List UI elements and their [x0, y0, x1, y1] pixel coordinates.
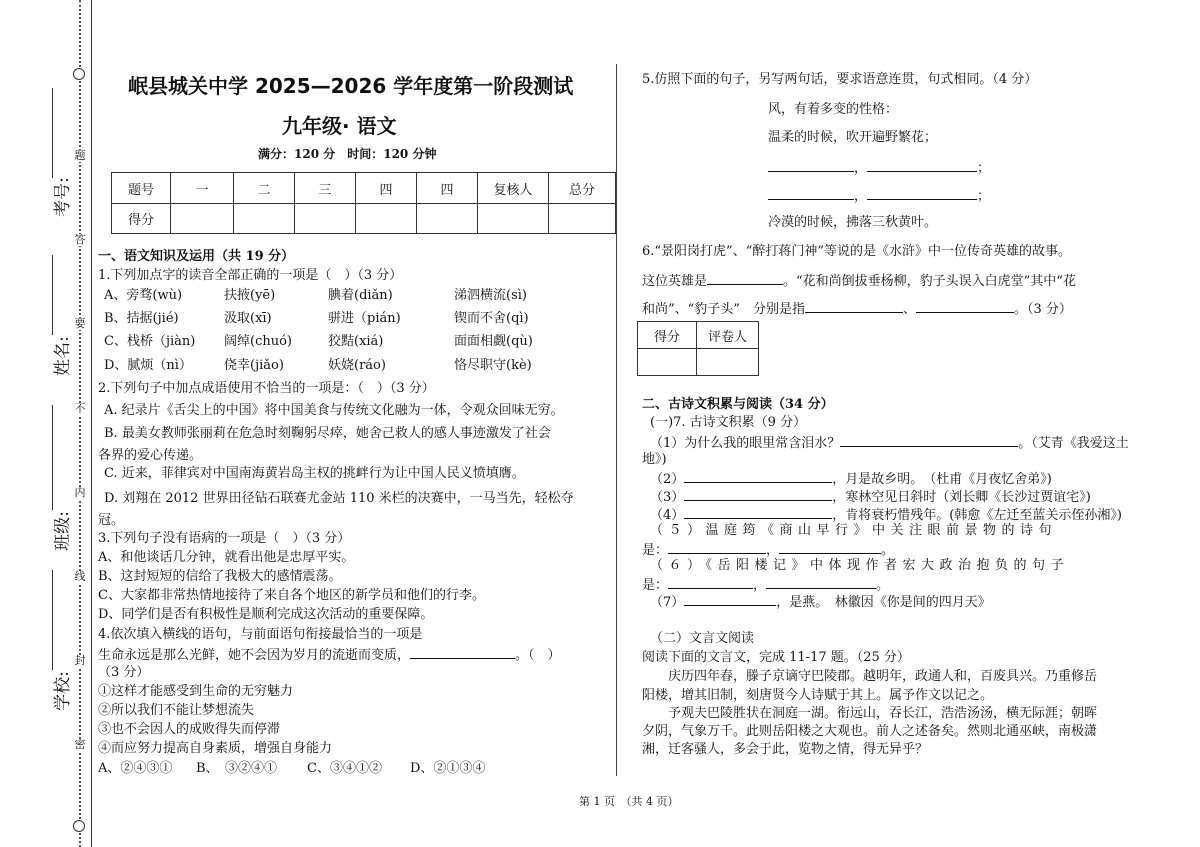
q1-c3: 狡黠(xiá)	[328, 334, 384, 349]
q2-line-d: D. 刘翔在 2012 世界田径钻石联赛尤金站 110 米栏的决赛中，一马当先，轻松夺	[104, 491, 574, 506]
seal-char-da: 答	[74, 233, 86, 246]
q1-a2: 扶掖(yē)	[224, 288, 276, 303]
grader-name-cell[interactable]	[697, 349, 759, 376]
classical-text-line: 湘，迁客骚人，多会于此，览物之情，得无异乎？	[642, 742, 929, 757]
q6-line3-head: 和尚”、“豹子头” 分别是指	[642, 302, 805, 317]
q2-line-b2: 各界的爱心传递。	[98, 448, 203, 463]
score-header: 二	[234, 173, 295, 204]
score-cell[interactable]	[549, 204, 616, 234]
q4-item-4: ④而应努力提高自身素质，增强自身能力	[98, 741, 333, 756]
section2-heading: 二、古诗文积累与阅读（34 分）	[642, 397, 834, 412]
q2-line-d2: 冠。	[98, 513, 125, 528]
poem-7-blank[interactable]	[684, 592, 776, 606]
classical-text-line: 阳楼，增其旧制，刻唐贤今人诗赋于其上。属予作文以记之。	[642, 688, 994, 703]
score-header: 一	[171, 173, 234, 204]
poem-3-blank[interactable]	[684, 487, 832, 501]
q4-stem: 4.依次填入横线的语句，与前面语句衔接最恰当的一项是	[98, 627, 423, 642]
poem-3	[650, 487, 1091, 507]
banji-blank-line	[52, 405, 53, 510]
q5-semicolon: ；	[977, 189, 991, 204]
q5-blank[interactable]	[768, 158, 854, 172]
q5-comma: ，	[854, 161, 868, 176]
poem-1-tail: 。（艾青《我爱这土	[1018, 436, 1129, 451]
grader-score-cell[interactable]	[638, 349, 697, 376]
q1-a4: 涕泗横流(sì)	[454, 288, 527, 303]
q4-sentence-line	[98, 645, 561, 665]
q1-a1: A、旁骛(wù)	[104, 288, 183, 303]
poem-6-blank[interactable]	[766, 575, 876, 589]
q5-line1: 风，有着多变的性格：	[768, 102, 899, 117]
q5-comma: ，	[854, 189, 868, 204]
q4-sentence: 生命永远是那么光鲜，她不会因为岁月的流逝而变质，	[98, 648, 411, 663]
q4-item-3: ③也不会因人的成败得失而停滞	[98, 722, 281, 737]
poem-4-tail: ，肯将衰朽惜残年。(韩愈《左迁至蓝关示侄孙湘》)	[832, 508, 1122, 523]
q1-d2: 侥幸(jiǎo)	[224, 358, 284, 373]
poem-5-answer: 是： ， 。	[642, 540, 894, 560]
q6-line2-tail: 。“花和尚倒拔垂杨柳，豹子头误入白虎堂”其中“花	[783, 274, 1076, 289]
exam-subtitle: 九年级· 语文	[282, 114, 397, 138]
poem-7	[650, 592, 991, 612]
exam-title: 岷县城关中学 2025—2026 学年度第一阶段测试	[128, 74, 574, 98]
q2-line-a: A. 纪录片《舌尖上的中国》将中国美食与传统文化融为一体，令观众回味无穷。	[104, 403, 564, 418]
q2-line-c: C. 近来，菲律宾对中国南海黄岩岛主权的挑衅行为让中国人民义愤填膺。	[104, 466, 525, 481]
poem-2-tail: ，月是故乡明。 （杜甫《月夜忆舍弟》)	[832, 472, 1052, 487]
score-cell[interactable]	[234, 204, 295, 234]
binding-hole-top	[73, 68, 85, 80]
q6-line3	[642, 299, 1072, 319]
q5-blank-row1	[768, 158, 990, 178]
poem-2	[650, 469, 1052, 489]
q2-line-b: B. 最美女教师张丽莉在危急时刻鞠躬尽瘁，她舍己救人的感人事迹激发了社会	[104, 426, 551, 441]
q5-blank[interactable]	[867, 158, 977, 172]
poem-1-blank[interactable]	[840, 433, 1018, 447]
q3-line-a: A、和他谈话几分钟，就看出他是忠厚平实。	[98, 550, 355, 565]
q1-stem: 1.下列加点字的读音全部正确的一项是（ ）（3 分）	[98, 268, 403, 283]
q6-hero-label: 这位英雄是	[642, 274, 708, 289]
q1-b1: B、拮据(jié)	[104, 311, 179, 326]
score-row-label: 得分	[112, 204, 171, 234]
q4-answer-blank[interactable]	[410, 645, 515, 659]
q1-c2: 阔绰(chuó)	[224, 334, 292, 349]
section2-sub2: （二）文言文阅读	[650, 631, 755, 646]
section2-sub2-intro: 阅读下面的文言文，完成 11-17 题。（25 分）	[642, 650, 910, 665]
binding-border	[91, 0, 92, 847]
column-divider	[616, 64, 617, 776]
score-cell[interactable]	[171, 204, 234, 234]
poem-3-num: （3）	[650, 490, 685, 505]
score-cell[interactable]	[356, 204, 417, 234]
q5-blank-row2	[768, 186, 990, 206]
binding-hole-bottom	[73, 820, 85, 832]
poem-5-blank[interactable]	[668, 540, 766, 554]
poem-6-shi: 是：	[642, 578, 669, 593]
score-table	[111, 172, 616, 234]
xingming-label: 姓名:	[53, 336, 73, 376]
poem-6: （６）《岳阳楼记》中体现作者宏大政治抱负的句子	[650, 558, 1070, 573]
q1-b3: 骈进（pián)	[328, 311, 401, 326]
poem-1	[650, 433, 1129, 453]
q4-option-c: C、③④①②	[307, 761, 382, 776]
kaohao-blank-line	[52, 88, 53, 178]
seal-char-ti: 题	[74, 149, 86, 162]
section2-sub1: (一)7. 古诗文积累（9 分）	[650, 415, 807, 430]
poem-1-cont: 地》)	[642, 452, 667, 467]
seal-char-yao: 要	[74, 317, 86, 330]
grader-score-label: 得分	[638, 322, 697, 349]
poem-5: （５）温庭筠《商山早行》中关注眼前景物的诗句	[650, 523, 1058, 538]
poem-5-blank[interactable]	[779, 540, 881, 554]
seal-char-xian: 线	[74, 570, 86, 583]
binding-dotted-line	[79, 0, 81, 847]
q5-blank[interactable]	[867, 186, 977, 200]
seal-char-feng: 封	[74, 654, 86, 667]
poem-2-num: （2）	[650, 472, 685, 487]
banji-label: 班级:	[53, 511, 73, 551]
section1-heading: 一、语文知识及运用（共 19 分）	[98, 249, 295, 264]
q1-d1: D、腻烦（nì）	[104, 358, 192, 373]
q4-option-a: A、②④③①	[98, 761, 173, 776]
q1-c1: C、栈桥（jiàn)	[104, 334, 196, 349]
q3-line-c: C、大家都非常热情地接待了来自各个地区的新学员和他们的行李。	[98, 588, 485, 603]
poem-6-blank[interactable]	[668, 575, 753, 589]
poem-5-shi: 是：	[642, 543, 669, 558]
q6-blank-baozitou[interactable]	[916, 299, 1014, 313]
q3-stem: 3.下列句子没有语病的一项是（ ）（3 分）	[98, 531, 351, 546]
q3-line-b: B、这封短短的信给了我极大的感情震荡。	[98, 569, 342, 584]
q4-tail: 。（ ）	[515, 648, 561, 663]
score-header: 题号	[112, 173, 171, 204]
classical-text-line: 庆历四年春，滕子京谪守巴陵郡。越明年，政通人和，百废具兴。乃重修岳	[642, 669, 1098, 684]
q5-line2: 温柔的时候，吹开遍野繁花；	[768, 130, 938, 145]
xingming-blank-line	[52, 255, 53, 335]
q6-line3-tail: 。（3 分）	[1013, 302, 1072, 317]
score-header: 总分	[549, 173, 616, 204]
q5-stem: 5.仿照下面的句子，另写两句话，要求语意连贯，句式相同。（4 分）	[642, 72, 1038, 87]
page-footer: 第 1 页 （共 4 页）	[579, 795, 679, 808]
q4-item-2: ②所以我们不能让梦想流失	[98, 703, 255, 718]
q6-hero-blank[interactable]	[707, 271, 783, 285]
seal-char-nei: 内	[74, 486, 86, 499]
xuexiao-blank-line	[52, 570, 53, 670]
exam-meta: 满分：120 分 时间：120 分钟	[258, 147, 437, 161]
score-cell[interactable]	[478, 204, 549, 234]
q4-option-d: D、②①③④	[410, 761, 486, 776]
poem-4-blank[interactable]	[684, 505, 832, 519]
q5-line5: 冷漠的时候，拂落三秋黄叶。	[768, 215, 938, 230]
classical-text-line: 予观夫巴陵胜状在洞庭一湖。衔远山，吞长江，浩浩汤汤，横无际涯；朝晖	[642, 706, 1098, 721]
score-header: 复核人	[478, 173, 549, 204]
score-header: 三	[295, 173, 356, 204]
xuexiao-label: 学校:	[53, 671, 73, 711]
q6-line2	[642, 271, 1076, 291]
score-header: 四	[417, 173, 478, 204]
score-header: 四	[356, 173, 417, 204]
q5-blank[interactable]	[768, 186, 854, 200]
grader-name-label: 评卷人	[697, 322, 759, 349]
q6-line1: 6.“景阳岗打虎”、“醉打蒋门神”等说的是《水浒》中一位传奇英雄的故事。	[642, 244, 1071, 259]
q1-b4: 锲而不舍(qì)	[454, 311, 529, 326]
q6-sep: 、	[902, 302, 916, 317]
poem-2-blank[interactable]	[684, 469, 832, 483]
q4-item-1: ①这样才能感受到生命的无穷魅力	[98, 684, 294, 699]
poem-7-num: （7）	[650, 595, 685, 610]
poem-6-answer: 是： ， 。	[642, 575, 889, 595]
grader-table	[637, 321, 759, 376]
q4-option-b: B、 ③②④①	[196, 761, 278, 776]
poem-1-head: （1）为什么我的眼里常含泪水？	[650, 436, 841, 451]
q1-b2: 汲取(xī)	[224, 311, 272, 326]
score-cell[interactable]	[417, 204, 478, 234]
q2-stem: 2.下列句子中加点成语使用不恰当的一项是：（ ）（3 分）	[98, 381, 435, 396]
q1-d4: 恪尽职守(kè)	[454, 358, 532, 373]
q1-a3: 腆着(diǎn)	[328, 288, 393, 303]
seal-char-bu: 不	[74, 402, 86, 415]
seal-char-mi: 密	[74, 738, 86, 751]
classical-text-line: 夕阴，气象万千。此则岳阳楼之大观也。前人之述备矣。然则北通巫峡，南极潇	[642, 724, 1098, 739]
poem-7-tail: ，是燕。 林徽因《你是间的四月天》	[776, 595, 991, 610]
score-cell[interactable]	[295, 204, 356, 234]
q4-score: （3 分）	[98, 665, 150, 680]
q5-semicolon: ；	[977, 161, 991, 176]
kaohao-label: 考号:	[53, 177, 73, 217]
poem-3-tail: ，寒林空见日斜时（刘长卿《长沙过贾谊宅》)	[832, 490, 1091, 505]
q1-c4: 面面相觑(qù)	[454, 334, 533, 349]
poem-4-num: （4）	[650, 508, 685, 523]
q1-d3: 妖娆(ráo)	[328, 358, 386, 373]
q3-line-d: D、同学们是否有积极性是顺利完成这次活动的重要保障。	[98, 607, 434, 622]
q6-blank-huaheshang[interactable]	[805, 299, 903, 313]
